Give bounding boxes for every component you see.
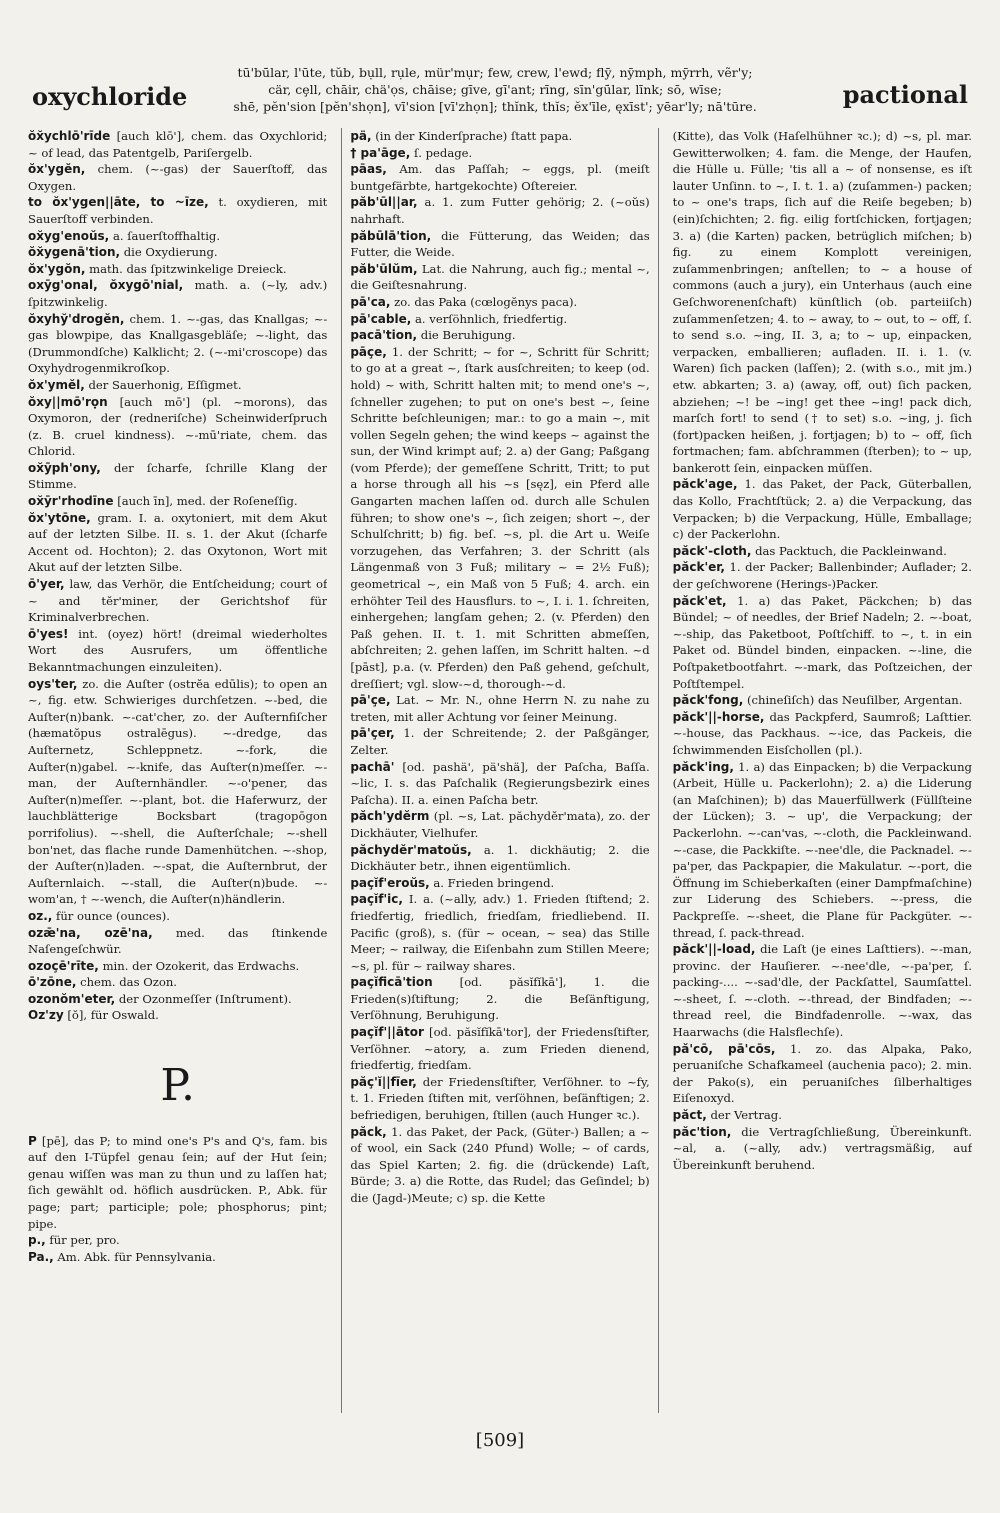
entry-headword: † pa'āge,: [350, 145, 411, 160]
entry-definition: 1. a) das Paket, Päckchen; b) das Bündel; ~ of needles, der Brief Nadeln; 2. ~-boat, ~-ship, das Paketboot, Poſtſchiff. to ~, t. in ein Paket od. Bündel binden, einpacken. ~-line, die Poſtpaketbootfahrt. ~-mark, das Poſtzeichen, der Poſtſtempel.: [672, 593, 972, 691]
entry-definition: 1. der Schreitende; 2. der Paßgänger, Zelter.: [350, 726, 650, 757]
entry-definition: das Packpferd, Saumroß; Laſttier. ~-house, das Packhaus. ~-ice, das Packeis, die ſchwimmenden Eisſchollen (pl.).: [672, 709, 972, 757]
entry-definition: chem. das Ozon.: [80, 975, 177, 990]
dictionary-entry: [673, 1041, 972, 1107]
dictionary-entry: [350, 1024, 649, 1074]
entry-headword: păç'ĭ||fīer,: [350, 1074, 417, 1089]
guide-word-left: oxychloride: [32, 82, 188, 111]
entry-headword: pā'çer,: [350, 726, 395, 741]
entry-definition: 1. das Paket, der Pack, Güterballen, das Kollo, Frachtſtück; 2. a) die Verpackung, das Verpacken; b) die Verpackung, Hülle, Emballage; c) der Packerlohn.: [672, 477, 972, 542]
entry-definition: die Vertragſchließung, Übereinkunft. ~al, a. (~ally, adv.) vertragsmäßig, auf Übereinkunft beruhend.: [672, 1124, 972, 1172]
dictionary-entry: [28, 277, 327, 310]
dictionary-entry: [350, 327, 649, 344]
entry-definition: Lat. die Nahrung, auch fig.; mental ~, die Geiſtesnahrung.: [350, 261, 650, 293]
entry-definition: 1. das Paket, der Pack, (Güter-) Ballen; a ~ of wool, ein Sack (240 Pfund) Wolle; ~ of cards, das Spiel Karten; 2. fig. die (drückende) Laſt, Bürde; 3. a) die Rotte, das Rudel; das Geſindel; b) die (Jagd-)Meute; c) sp. die Kette: [350, 1124, 650, 1205]
entry-definition: die Beruhigung.: [420, 328, 516, 343]
dictionary-entry: [28, 576, 327, 626]
entry-definition: I. a. (~ally, adv.) 1. Frieden ſtiftend; 2. friedfertig, friedlich, friedſam, friedliebend. II. Pacific (groß), s. (für ~ ocean, ~ sea) das Stille Meer; ~ railway, die Eiſenbahn zum Stillen Meere; ~s, pl. für ~ railway shares.: [350, 892, 650, 973]
pronunciation-key: [200, 64, 790, 115]
entry-headword: ŏx'ymĕl,: [28, 377, 85, 392]
entry-definition: [pē], das P; to mind one's P's and Q's, fam. bis auf den I-Tüpfel genau ſein; auf der Hut ſein; genau wiſſen was man zu thun und zu laſſen hat; ſich gewählt od. höflich ausdrücken. P., Abk. für page; part; participle; pole; phosphorus; pint; pipe.: [28, 1133, 328, 1231]
entry-definition: t. oxydieren, mit Sauerſtoff verbinden.: [28, 195, 328, 226]
entry-headword: pāas,: [350, 162, 387, 177]
entry-headword: to ŏx'ygen||āte, to ~īze,: [28, 195, 209, 210]
entry-headword: ō'yes!: [28, 626, 69, 641]
entry-definition: law, das Verhör, die Entſcheidung; court of ~ and tĕr'miner, der Gerichtshof für Kriminalverbrechen.: [28, 577, 328, 625]
dictionary-entry: [28, 908, 327, 925]
entry-definition: der Vertrag.: [710, 1108, 782, 1123]
entry-definition: math. das ſpitzwinkelige Dreieck.: [89, 261, 287, 276]
entry-headword: păck'||-load,: [672, 942, 756, 957]
dictionary-entry: [350, 725, 649, 758]
dictionary-entry: [350, 759, 649, 809]
entry-definition: (pl. ~s, Lat. păchydĕr'mata), zo. der Dickhäuter, Vielhufer.: [350, 809, 650, 840]
entry-headword: paçĭficā'tion: [350, 975, 433, 990]
entry-headword: pā'ca,: [350, 294, 391, 309]
dictionary-entry: [28, 194, 327, 227]
entry-definition: [auch īn], med. der Roſeneſſig.: [117, 494, 298, 509]
dictionary-entry: [350, 128, 649, 145]
entry-definition: der Ozonmeſſer (Inſtrument).: [118, 991, 292, 1006]
dictionary-entry: [28, 626, 327, 676]
dictionary-entry: [28, 925, 327, 958]
pronunciation-key-line: shē, pĕn'sion [pĕn'shọn], vī'sion [vī'zhọn]; thĭnk, thĭs; ĕx'īle, ęxīst'; yēar'ly; nā'tūre.: [233, 99, 757, 114]
dictionary-entry: [350, 161, 649, 194]
entry-headword: păck'-cloth,: [672, 543, 752, 558]
pronunciation-key-line: cär, cȩll, chāir, chä'ọs, chāise; gīve, gī'ant; rīng, sīn'gū̇lar, līnk; sō, wīse;: [268, 82, 722, 97]
entry-definition: chem. 1. ~-gas, das Knallgas; ~-gas blowpipe, das Knallgasgebläſe; ~-light, das (Drummondſche) Kalklicht; 2. (~-mi'croscope) das Oxyhydrogenmikroſkop.: [28, 311, 328, 376]
pronunciation-key-line: tū'bū̇lar, l'ūte, tŭb, bụll, rụle, mür'mụr; few, crew, l'ewd; flȳ, nȳmph, mȳrrh, vẽr'y;: [237, 65, 753, 80]
dictionary-entry: [28, 244, 327, 261]
entry-definition: math. a. (~ly, adv.) ſpitzwinkelig.: [28, 278, 328, 309]
entry-definition: chem. (~-gas) der Sauerſtoff, das Oxygen.: [28, 162, 328, 193]
dictionary-entry: [28, 974, 327, 991]
dictionary-entry: [28, 1249, 327, 1266]
entry-headword: păbūlā'tion,: [350, 228, 432, 243]
dictionary-entry: [28, 1232, 327, 1249]
entry-definition: der ſcharfe, ſchrille Klang der Stimme.: [28, 460, 328, 492]
dictionary-entry: [673, 941, 972, 1041]
dictionary-entry: [28, 261, 327, 278]
entry-definition: Am. Abk. für Pennsylvania.: [57, 1249, 216, 1264]
dictionary-entry: [28, 128, 327, 161]
entry-definition: 1. der Schritt; ~ for ~, Schritt für Schritt; to go at a great ~, ſtark ausſchreiten; to keep (od. hold) ~ with, Schritt halten mit; to mend one's ~, ſchneller zugehen; to put on one's best ~, ſeine Schritte beſchleunigen; mar.: to go a main ~, mit vollen Segeln gehen; the wind keeps ~ against the sun, der Wind krimpt auf; 2. a) der Gang; Paßgang (vom Pferde); der gemeſſene Schritt, Tritt; to put a horse through all his ~s [sęz], ein Pferd alle Gangarten machen laſſen od. durch alle Schulen führen; to show one's ~, ſich zeigen; short ~, der Schulſchritt; b) fig. beſ. ~s, pl. die Art u. Weiſe vorzugehen, das Verfahren; 3. der Schritt (als Längenmaß von 3 Fuß; military ~ = 2½ Fuß); geometrical ~, ein Maß von 5 Fuß; 4. arch. ein erhöhter Teil des Hausflurs. to ~, I. i. 1. ſchreiten, einhergehen; langſam gehen; 2. (v. Pferden) den Paß gehen. II. t. 1. mit Schritten abmeſſen, abſchreiten; 2. gehen laſſen, im Schritt halten. ~d [pāst], p.a. (v. Pferden) den Paß gehend, geſchult, dreſſiert; vgl. slow-~d, thorough-~d.: [350, 344, 650, 691]
dictionary-entry: [28, 394, 327, 460]
dictionary-entry: [350, 974, 649, 1024]
entry-headword: păct,: [672, 1108, 707, 1123]
dictionary-entry: [28, 510, 327, 576]
dictionary-entry: [350, 228, 649, 261]
entry-definition: 1. der Packer; Ballenbinder; Auflader; 2. der geſchworene (Herings-)Packer.: [672, 560, 972, 592]
entry-headword: ox̆ȳph'ony,: [28, 460, 101, 475]
entry-headword: păck,: [350, 1124, 387, 1139]
dictionary-entry: [350, 344, 649, 692]
dictionary-entry: [673, 543, 972, 560]
entry-headword: paçĭf'eroŭs,: [350, 875, 430, 890]
dictionary-entry: [350, 294, 649, 311]
entry-headword: păck'et,: [672, 593, 727, 608]
dictionary-entry: [28, 161, 327, 194]
dictionary-entry: [28, 493, 327, 510]
entry-headword: păck'er,: [672, 560, 725, 575]
dictionary-entry: [673, 476, 972, 542]
entry-definition: [od. pashä', pä'shä], der Paſcha, Baſſa. ~lic, I. s. das Paſchalik (Regierungsbezirk eines Paſcha). II. a. einen Paſcha betr.: [350, 759, 650, 807]
entry-headword: ŏx'ytōne,: [28, 510, 91, 525]
entry-headword: pachā': [350, 759, 395, 774]
entries-o: [28, 128, 327, 1024]
entry-headword: ŏxy||mō'rọn: [28, 394, 108, 409]
entry-headword: ozonŏm'eter,: [28, 991, 116, 1006]
column-right: [673, 128, 972, 1413]
entry-headword: păck'age,: [672, 477, 738, 492]
dictionary-entry: [350, 1074, 649, 1124]
entry-definition: 1. a) das Einpacken; b) die Verpackung (Arbeit, Hülle u. Packerlohn); 2. a) die Liderung (an Maſchinen); b) das Mauerfüllwerk (Füllſteine der Lücken); 3. ~ up', die Verpackung; der Packerlohn. ~-can'vas, ~-cloth, die Packleinwand. ~-case, die Packkiſte. ~-nee'dle, die Packnadel. ~-pa'per, das Packpapier, die Makulatur. ~-port, die Öffnung im Schieberkaſten (einer Dampfmaſchine) zur Liderung des Schiebers. ~-press, die Packpreſſe. ~-sheet, die Plane für Packgüter. ~-thread, ſ. pack-thread.: [672, 759, 972, 940]
entry-definition: [auch klō'], chem. das Oxychlorid; ~ of lead, das Patentgelb, Pariſergelb.: [28, 129, 328, 160]
entry-headword: ō'zōne,: [28, 975, 77, 990]
entry-headword: pāçe,: [350, 344, 387, 359]
entry-headword: paçĭf'ic,: [350, 892, 403, 907]
entry-headword: păck'fong,: [672, 693, 744, 708]
dictionary-entry: [350, 692, 649, 725]
dictionary-entry: [673, 1124, 972, 1174]
dictionary-entry: [350, 311, 649, 328]
entry-definition: zo. das Paka (cœlogĕnys paca).: [394, 294, 578, 309]
dictionary-entry: [28, 991, 327, 1008]
entry-headword: ox̆yg'enoŭs,: [28, 228, 110, 243]
entry-headword: ozǣ'na, ozē'na,: [28, 925, 153, 940]
dictionary-entry: [28, 676, 327, 908]
entry-headword: pacā'tion,: [350, 328, 418, 343]
dictionary-entry: [28, 958, 327, 975]
entry-headword: păch'ydĕrm: [350, 809, 430, 824]
dictionary-entry: [350, 842, 649, 875]
entry-headword: păchydĕr'matoŭs,: [350, 842, 472, 857]
entry-definition: [auch mō'] (pl. ~morons), das Oxymoron, der (redneriſche) Scheinwiderſpruch (z. B. cruel kindness). ~-mū'riate, chem. das Chlorid.: [28, 394, 328, 459]
entry-headword: Pa.,: [28, 1249, 54, 1264]
entry-headword: ox̆ȳr'rhodīne: [28, 494, 114, 509]
entry-headword: ŏx̆ychlō'rīde: [28, 129, 111, 143]
entry-headword: paçĭf'||ātor: [350, 1025, 424, 1040]
dictionary-entry: [673, 559, 972, 592]
dictionary-entry: [673, 1107, 972, 1124]
entry-headword: oys'ter,: [28, 676, 78, 691]
entry-definition: a. ſauerſtoffhaltig.: [112, 228, 221, 243]
entry-headword: oz.,: [28, 908, 53, 923]
entry-definition: für ounce (ounces).: [56, 908, 170, 923]
entry-definition: a. verſöhnlich, friedfertig.: [415, 311, 568, 326]
entry-definition: Am. das Paſſah; ~ eggs, pl. (meiſt buntgefärbte, hartgekochte) Oſtereier.: [350, 162, 650, 193]
entry-definition: (Kitte), das Volk (Haſelhühner ꝛc.); d) ~s, pl. mar. Gewitterwolken; 4. fam. die Menge, der Haufen, die Hülle u. Fülle; 'tis all a ~ of nonsense, es iſt lauter Unſinn. to ~, I. t. 1. a) (zuſammen-) packen; to ~ one's traps, ſich auf die Reiſe begeben; b) (ein)ſchichten; 2. fig. eilig fortſchicken, fortjagen; 3. a) (die Karten) packen, betrüglich miſchen; b) fig. zu einem Komplott vereinigen, zuſammenbringen; anſtellen; to ~ a house of commons (auch a jury), ein Unterhaus (auch eine Geſchworenenſchaft) künſtlich (ob. parteiiſch) zuſammenſetzen; 4. to ~ away, to ~ out, to ~ off, ſ. to send s.o. ~ing, II. 3, a; to ~ up, einpacken, verpacken, emballieren; aufladen. II. i. 1. (v. Waren) ſich packen (laſſen); 2. (with s.o., mit jm.) etw. abkarten; 3. a) (away, off, out) ſich packen, abziehen; ~! be ~ing! get thee ~ing! pack dich, marſch fort! to send († to set) s.o. ~ing, j. ſich (fort)packen heißen, j. fortjagen; b) to ~ off, ſich fortmachen; fam. abſchrammen (ſterben); to ~ up, bankerott ſein, einpacken müſſen.: [672, 129, 972, 475]
entry-headword: păc'tion,: [672, 1124, 732, 1139]
entry-definition: gram. I. a. oxytoniert, mit dem Akut auf der letzten Silbe. II. s. 1. der Akut (ſcharfe Accent od. Hochton); 2. das Oxytonon, Wort mit Akut auf der letzten Silbe.: [28, 510, 328, 575]
dictionary-entry: [28, 311, 327, 377]
entry-definition: für per, pro.: [49, 1233, 120, 1248]
page-header: [20, 64, 980, 120]
dictionary-entry: [673, 709, 972, 759]
entry-headword: pă'cō, pā'cōs,: [672, 1041, 776, 1056]
column-left: [28, 128, 327, 1413]
entry-definition: der Friedensſtifter, Verſöhner. to ~fy, t. 1. Frieden ſtiften mit, verſöhnen, beſänftigen; 2. befriedigen, beruhigen, ſtillen (auch Hunger ꝛc.).: [350, 1074, 650, 1123]
dictionary-entry: [673, 593, 972, 693]
entry-headword: pä,: [350, 129, 372, 143]
entry-headword: ŏx̆ygenā'tion,: [28, 245, 121, 260]
dictionary-entry: [673, 692, 972, 709]
entry-headword: ō'yer,: [28, 577, 65, 592]
entry-definition: a. 1. zum Futter gehörig; 2. (~oŭs) nahrhaft.: [350, 195, 650, 226]
entry-headword: pā'cable,: [350, 311, 412, 326]
page-number: [509]: [475, 1430, 525, 1451]
entry-definition: Lat. ~ Mr. N., ohne Herrn N. zu nahe zu treten, mit aller Achtung vor ſeiner Meinung.: [350, 693, 650, 724]
entry-headword: pā'çe,: [350, 693, 391, 708]
entry-definition: a. 1. dickhäutig; 2. die Dickhäuter betr., ihnen eigentümlich.: [350, 842, 650, 874]
entry-definition: min. der Ozokerit, das Erdwachs.: [102, 958, 300, 973]
dictionary-entry: [28, 1007, 327, 1024]
entry-headword: ŏxyhy̆'drogĕn,: [28, 311, 125, 326]
entry-headword: ŏx'ygĕn,: [28, 162, 86, 177]
entry-headword: ŏx'ygŏn,: [28, 261, 86, 276]
entry-definition: die Oxydierung.: [123, 245, 218, 260]
entry-definition: 1. zo. das Alpaka, Pako, peruaniſche Schafkameel (auchenia paco); 2. min. der Pako(s), ein peruaniſches ſilberhaltiges Eiſenoxyd.: [672, 1041, 972, 1106]
dictionary-entry: [350, 194, 649, 227]
entry-definition: [ŏ], für Oswald.: [67, 1008, 159, 1023]
entry-headword: p.,: [28, 1233, 46, 1248]
entry-definition: med. das ſtinkende Naſengeſchwür.: [28, 925, 328, 957]
entry-headword: P: [28, 1133, 37, 1148]
dictionary-entry: [28, 460, 327, 493]
entry-definition: [od. păsĭfĭkā'tor], der Friedensſtifter, Verſöhner. ~atory, a. zum Frieden dienend, friedfertig, friedſam.: [350, 1025, 650, 1073]
entry-definition: (chineſiſch) das Neuſilber, Argentan.: [746, 693, 963, 708]
entry-definition: int. (oyez) hört! (dreimal wiederholtes Wort des Ausrufers, um öffentliche Bekanntmachungen einzuleiten).: [28, 626, 328, 674]
entry-definition: ſ. pedage.: [413, 145, 473, 160]
entry-definition: [od. păsĭfĭkā'], 1. die Frieden(s)ſtiftung; 2. die Beſänftigung, Verſöhnung, Beruhigung.: [350, 975, 650, 1023]
entry-definition: das Packtuch, die Packleinwand.: [755, 543, 947, 558]
guide-word-right: pactional: [842, 80, 968, 109]
column-middle: [341, 128, 658, 1413]
dictionary-entry: [673, 759, 972, 942]
dictionary-entry: [350, 891, 649, 974]
dictionary-entry: [350, 1124, 649, 1207]
entry-definition: der Sauerhonig, Eſſigmet.: [88, 377, 242, 392]
text-columns: [28, 128, 972, 1413]
entry-definition: a. Frieden bringend.: [433, 875, 555, 890]
dictionary-entry: [350, 808, 649, 841]
dictionary-entry: [350, 875, 649, 892]
dictionary-entry: [350, 261, 649, 294]
entry-definition: zo. die Auſter (ostrĕa edūlis); to open an ~, fig. etw. Schwieriges durchſetzen. ~-bed, die Auſter(n)bank. ~-cat'cher, zo. der Auſternfiſcher (hæmatŏpus ostralēgus). ~-dredge, das Auſternetz, Schleppnetz. ~-fork, die Auſter(n)gabel. ~-knife, das Auſter(n)meſſer. ~-man, der Auſternhändler. ~-o'pener, das Auſter(n)meſſer. ~-plant, bot. die Haferwurz, der lauchblätterige Bocksbart (tragopōgon porrifolius). ~-shell, die Auſterſchale; ~-shell bon'net, das flache runde Damenhütchen. ~-shop, der Auſter(n)laden. ~-spat, die Auſternbrut, der Auſternlaich. ~-stall, die Auſter(n)bude. ~-wom'an, † ~-wench, die Auſter(n)händlerin.: [28, 676, 328, 907]
dictionary-entry: [28, 228, 327, 245]
dictionary-entry: [673, 128, 972, 476]
dictionary-entry: [350, 145, 649, 162]
entry-definition: die Fütterung, das Weiden; das Futter, die Weide.: [350, 228, 650, 260]
entry-headword: păck'ing,: [672, 759, 734, 774]
entry-definition: (in der Kinderſprache) ſtatt papa.: [375, 129, 573, 143]
dictionary-entry: [28, 1133, 327, 1233]
entry-headword: păb'ūl||ar,: [350, 195, 418, 210]
entry-headword: oxȳg'onal, ŏxygō'nial,: [28, 278, 184, 293]
section-letter: P.: [160, 1060, 195, 1112]
entry-headword: păb'ūlŭm,: [350, 261, 418, 276]
entry-headword: păck'||-horse,: [672, 709, 765, 724]
entries-p: [28, 1133, 327, 1266]
entry-headword: ozoçē'rīte,: [28, 958, 99, 973]
entry-headword: Oz'zy: [28, 1008, 64, 1023]
dictionary-entry: [28, 377, 327, 394]
entry-definition: die Laſt (je eines Laſttiers). ~-man, provinc. der Hauſierer. ~-nee'dle, ~-pa'per, ſ. packing-.... ~-sad'dle, der Packſattel, Saumſattel. ~-sheet, ſ. ~-cloth. ~-thread, der Bindfaden; ~-thread reel, die Bindfadenrolle. ~-wax, das Haarwachs (die Halsflechſe).: [672, 942, 972, 1040]
